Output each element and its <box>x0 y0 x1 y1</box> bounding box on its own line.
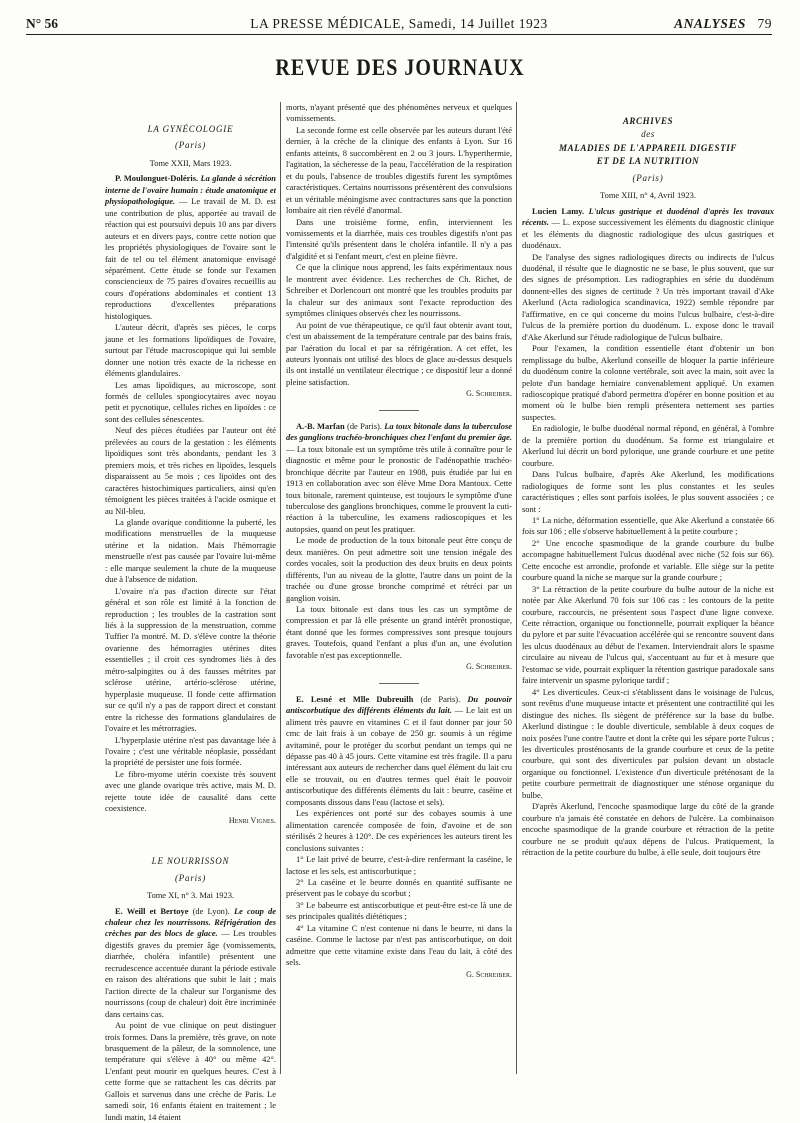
article-signature: G. Schreiber. <box>466 969 512 979</box>
paragraph: L'hyperplasie utérine n'est pas davantage liée à l'ovaire ; c'est une véritable néoplasie, possédant la propriété de persister une fois formée. <box>105 734 276 768</box>
paragraph: 2° Une encoche spasmodique de la grande courbure du bulbe accompagne habituellement l'ulcus duodénal avec niche (52 fois sur 66). Cette encoche est arrondie, profonde et variable. Elle siège sur la petite courbure quand la niche se marque sur la grande courbure ; <box>522 537 774 583</box>
paragraph: La seconde forme est celle observée par les auteurs durant l'été dernier, à la crèche de la clinique des enfants à Lyon. Sur 16 enfants atteints, 8 succombèrent en 2 ou 3 jours. L'hyperthermie, l'agitation, la sécheresse de la peau, l'accélération de la respiration et du pouls, l'absence de troubles digestifs furent les symptômes caractéristiques. Certains nourrissons présentèrent des convulsions et un véritable méningisme avec contractures sans que la ponction lombaire ait rien révélé d'anormal. <box>286 124 512 216</box>
paragraph: De l'analyse des signes radiologiques directs ou indirects de l'ulcus duodénal, il résulte que le diagnostic ne se base, le plus souvent, que sur des signes de présomption. Les radiographies en série du duodénum donnent-elles des signes de certitude ? Un très important travail d'Ake Akerlund (Acta radiologica scandinavica, 1922) semble répondre par l'affirmative, en ce qui concerne du moins l'ulcus bulbaire, c'est-à-dire l'ulcus de la première portion du duodénum. L. expose donc le travail d'Ake Akerlund sur l'étude radiologique de l'ulcus bulbaire. <box>522 251 774 342</box>
journal-issue: Tome XI, n° 3. Mai 1923. <box>146 890 235 901</box>
article-place: (de Lyon). <box>192 905 230 916</box>
masthead: LA PRESSE MÉDICALE, Samedi, 14 Juillet 1923 <box>250 16 548 31</box>
column-rule <box>280 102 281 1074</box>
paragraph: D'après Akerlund, l'encoche spasmodique large du côté de la grande courbure n'a jamais été constatée en dehors de l'ulcère. La combinaison encoche spasmodique de la grande courbure et rétraction de la petite courbure ne se produit qu'aux dépens de l'ulcus. Pratiquement, la rétraction de la petite courbure du bulbe, à elle seule, doit toujours être <box>522 801 774 858</box>
journal-name-line: des <box>641 129 655 140</box>
journal-city: (Paris) <box>174 140 207 151</box>
section-name: ANALYSES <box>674 16 746 31</box>
paragraph: En radiologie, le bulbe duodénal normal répond, en général, à l'ombre de la première portion du duodénum. Sa forme est triangulaire et Akerlund lui décrit un bord pylorique, une grande courbure et une petite courbure. <box>522 423 774 468</box>
paragraph: 4° Les diverticules. Ceux-ci s'établissent dans le voisinage de l'ulcus, sont revêtus d'une muqueuse intacte et présentent une contractilité qui les distingue des niches. Ils siègent de préférence sur la base du bulbe. Akerlund distingue : le double diverticule, semblable à deux coques de noix posées l'une contre l'autre et dont la crête qui les sépare porte l'ulcus ; les diverticules prosténosants de la grande courbure et ceux de la petite courbure, qui sont des diverticules par pulsion devant un obstacle organique ou fonctionnel. L'existence d'un diverticule préténosant de la petite courbure permettrait de diagnostiquer une sténose organique du bulbe. <box>522 686 774 800</box>
article-signature: G. Schreiber. <box>466 389 512 399</box>
paragraph: Le mode de production de la toux bitonale peut être conçu de deux manières. On peut admettre soit une tension inégale des cordes vocales, soit la production des deux bruits en deux points différents, l'un au niveau de la glotte, l'autre dans un point de la trachée ou d'une grosse bronche comprimé et rétréci par un ganglion voisin. <box>286 535 512 603</box>
article-title: La glande à sécrétion interne de l'ovaire humain : étude anatomique et physiopathologique. <box>105 173 276 207</box>
article-author: E. Lesné et Mlle Dubreuilh <box>296 693 414 704</box>
journal-issue: Tome XXII, Mars 1923. <box>149 157 232 168</box>
page-number: N° 56 <box>26 16 59 31</box>
article-signature: G. Schreiber. <box>466 662 512 672</box>
article-marfan <box>286 421 512 536</box>
paragraph: Dans une troisième forme, enfin, interviennent les vomissements et la diarrhée, mais ces troubles digestifs n'ont pas l'intensité qu'ils présentent dans le choléra infantile. Il n'y a pas d'algidité et si l'enfant meurt, c'est en pleine fièvre. <box>286 216 512 261</box>
paragraph: La toux bitonale est dans tous les cas un symptôme de compression et par là elle présente un grand intérêt pronostique, étant donné que les formes compressives sont presque toujours graves. Toutefois, quand l'enfant a plus d'un an, une évolution favorable n'est pas exceptionnelle. <box>286 604 512 660</box>
paragraph: 2° La caséine et le beurre donnés en quantité suffisante ne préservent pas le cobaye du scorbut ; <box>286 877 512 899</box>
article-text: — La toux bitonale est un symptôme très utile à connaître pour le diagnostic et même pour le pronostic de l'adénopathie trachéo-bronchique décrite par l'auteur en 1908, puis étudiée par lui en 1913 en collaboration avec son élève Mme Dora Mantoux. Cette toux bitonale, rarement quinteuse, est toujours le symptôme d'une tuberculose des ganglions bronchiques, comme le prouvent la cuti-réaction à la tuberculine, les examens radioscopiques et les autopsies, quand on peut les pratiquer. <box>286 443 512 534</box>
article-text: — Le travail de M. D. est une contribution de plus, apportée au travail de réaction qui est poursuivi depuis 10 ans par divers auteurs et en divers pays, contre cette notion que les propriétés physiologiques de l'ovaire sont le fait de tel ou tel élément anatomique envisagé séparément. Cette étude se fonde sur l'examen consciencieux de 75 paires d'ovaires recueillis au cours d'opérations abdominales et contient 13 reproductions d'excellentes préparations histologiques. <box>105 196 276 321</box>
article-lesne <box>286 694 512 809</box>
article-author: Lucien Lamy. <box>532 205 585 216</box>
paragraph: Les expériences ont porté sur des cobayes soumis à une alimentation carencée composée de foin, d'avoine et de son stérilisés 2 heures à 120°. De ces expériences les auteurs tirent les conclusions suivantes : <box>286 808 512 853</box>
journal-city: (Paris) <box>174 872 207 883</box>
journal-name-line: ARCHIVES <box>622 116 674 126</box>
journal-name: LE NOURRISSON <box>151 856 230 867</box>
article-place: (de Paris). <box>420 693 461 704</box>
article-author: A.-B. Marfan <box>296 420 345 431</box>
paragraph: Ce que la clinique nous apprend, les faits expérimentaux nous le montrent avec évidence. Les recherches de Ch. Richet, de Schreiber et Dorlencourt ont montré que les troubles produits par la chaleur sur des animaux sont l'exacte reproduction des symptômes cliniques observés chez les nourrissons. <box>286 262 512 319</box>
article-title: Le coup de chaleur chez les nourrissons. Réfrigération des crèches par des blocs de glace. <box>105 905 276 939</box>
column-rule <box>516 102 517 1074</box>
paragraph: Au point de vue thérapeutique, ce qu'il faut obtenir avant tout, c'est un abaissement de la température centrale par des bains frais, par l'aération du local et par sa réfrigération. A cet effet, les auteurs lyonnais ont utilisé des blocs de glace au-dessus desquels ils ont installé un ventilateur électrique ; ce dispositif leur a donné pleine satisfaction. <box>286 319 512 387</box>
paragraph: L'auteur décrit, d'après ses pièces, le corps jaune et les formations lipoïdiques de l'ovaire, surtout par l'étude macroscopique qui lui semble donner une notion très exacte de la richesse en éléments glandulaires. <box>105 322 276 379</box>
paragraph: 3° La rétraction de la petite courbure du bulbe autour de la niche est notée par Ake Akerlund 70 fois sur 106 cas : les contours de la petite courbure, raccourcis, ne présentent sous l'aspect d'une ligne convexe. Cette rétraction, organique ou fonctionnelle, pourrait expliquer la béance du pylore et par suite l'évacuation accélérée qui se rencontre souvent dans les ulcus duodénaux au début de l'examen. Interviendrait alors le spasme circulaire au niveau de l'ulcus qui, s'accentuant au fur et à mesure que l'estomac se vide, pourrait expliquer la rétention gastrique paradoxale sans faire intervenir un spasme pylorique tardif ; <box>522 583 774 686</box>
paragraph: Au point de vue clinique on peut distinguer trois formes. Dans la première, très grave, on note brusquement de la pâleur, de la somnolence, une température qui s'élève à 40° ou même 42°. L'enfant peut mourir en quelques heures. C'est à cette forme que se rattachent les cas décrits par Gallois et survenus dans une crèche de Paris. Le samedi soir, 16 enfants étaient en traitement ; le lundi matin, 14 étaient <box>105 1020 276 1122</box>
article-place: (de Paris). <box>347 420 382 431</box>
paragraph: morts, n'ayant présenté que des phénomènes nerveux et quelques vomissements. <box>286 102 512 124</box>
article-title: La toux bitonale dans la tuberculose des ganglions trachéo-bronchiques chez l'enfant du premier âge. <box>286 420 513 443</box>
column-2 <box>286 102 512 1074</box>
page-title: REVUE DES JOURNAUX <box>275 55 525 81</box>
section-title <box>674 16 772 32</box>
column-1 <box>105 124 276 1122</box>
article-author: P. Moulonguet-Doléris. <box>115 173 199 184</box>
page-header <box>26 14 772 35</box>
paragraph: L'ovaire n'a pas d'action directe sur l'état général et son rôle est limité à la fonction de reproduction ; les troubles de la castration sont liés à la suppression de la menstruation, comme Tuffier l'a montré. M. D. s'élève contre la théorie ovarienne des hémorragies utérines dites essentielles ; il croit ces syndromes liés à des métro-salpingites ou à des fausses métrites par sclérose utérine, artério-sclérose utérine, hyperplasie muqueuse. Il fonde cette affirmation sur ce qu'il n'y a pas de rapport direct et constant entre la richesse des formations glandulaires de l'ovaire et les métrorragies. <box>105 585 276 734</box>
paragraph: La glande ovarique conditionne la puberté, les modifications menstruelles de la muqueuse utérine et la nidation. Mais l'hémorragie menstruelle n'est pas causée par l'ovaire lui-même : elle marque seulement la chute de la muqueuse due à l'absence de nidation. <box>105 516 276 585</box>
article-title: Du pouvoir antiscorbutique des différents éléments du lait. <box>286 693 513 716</box>
journal-name-line: MALADIES DE L'APPAREIL DIGESTIF <box>559 142 737 153</box>
paragraph: Les amas lipoïdiques, au microscope, sont formés de cellules spongiocytaires avec noyau petit et pycnotique, cellules riches en lipoïdes : ce sont des cellules sénescentes. <box>105 379 276 424</box>
article-text: — Le lait est un aliment très pauvre en vitamines C et il faut donner par jour 50 cmc de lait frais à un cobaye de 250 gr. soumis à un régime avitaminé, pour le protéger du scorbut pendant un temps qui ne dépasse pas 40 à 45 jours. Cette vitamine est très fragile. Il a paru intéressant aux auteurs de rechercher dans quel élément du lait cru elle se trouvait, ou en d'autres termes quel était le pouvoir antiscorbutique des différents éléments du lait : beurre, caséine et composants dissous dans l'eau (lactose et sels). <box>286 705 512 807</box>
journal-name-line: ET DE LA NUTRITION <box>596 156 700 167</box>
journal-city: (Paris) <box>632 172 664 183</box>
folio: 79 <box>757 16 772 31</box>
paragraph: Pour l'examen, la condition essentielle étant d'obtenir un bon remplissage du bulbe, Akerlund conseille de bloquer la partie inférieure du duodénum contre la colonne vertébrale, soit avec la main, soit avec la pelote d'un bandage herniaire convenablement appliqué. Un examen radioscopique pratiqué d'abord permettra d'opérer en bonne position et au moment où le bulbe bien rempli présentera nettement ses parties suspectes. <box>522 343 774 422</box>
article-author: E. Weill et Bertoye <box>115 905 189 916</box>
article-separator <box>379 683 419 684</box>
journal-issue: Tome XIII, n° 4, Avril 1923. <box>600 190 696 201</box>
paragraph: 1° La niche, déformation essentielle, que Ake Akerlund a constatée 66 fois sur 106 ; elle s'observe habituellement à la petite courbure ; <box>522 514 774 537</box>
article-separator <box>379 410 419 411</box>
article-text: — Les troubles digestifs graves du premier âge (vomissements, diarrhée, choléra infantile) présentent une recrudescence accentuée durant la période estivale en raison des altérations que subit le lait ; mais l'action directe de la chaleur sur l'organisme des nourrissons (coup de chaleur) doit être incriminée dans certains cas. <box>105 928 276 1019</box>
article-gyneco <box>105 173 276 322</box>
paragraph: Dans l'ulcus bulbaire, d'après Ake Akerlund, les modifications radiologiques de forme sont les plus constantes et les seules caractéristiques ; elles sont parfois isolées, le plus souvent associées ; ce sont : <box>522 469 774 514</box>
article-signature: Henri Vignes. <box>228 815 276 825</box>
paragraph: Le fibro-myome utérin coexiste très souvent avec une glande ovarique très active, mais M. D. rejette toute idée de causalité dans cette coexistence. <box>105 768 276 814</box>
paragraph: 3° Le babeurre est antiscorbutique et peut-être est-ce là une de ses principales qualités diététiques ; <box>286 899 512 922</box>
paragraph: 1° Le lait privé de beurre, c'est-à-dire renfermant la caséine, le lactose et les sels, est antiscorbutique ; <box>286 854 512 876</box>
article-nourrisson <box>105 906 276 1021</box>
paragraph: 4° La vitamine C n'est contenue ni dans le beurre, ni dans la caséine. Comme le lactose par n'est pas antiscorbutique, on doit admettre que cette vitamine existe dans l'eau du lait, à côté des sels. <box>286 922 512 968</box>
article-lamy <box>522 206 774 252</box>
article-text: — L. expose successivement les éléments du diagnostic clinique et les éléments du diagnostic radiologique des ulcus gastriques et duodénaux. <box>522 217 774 251</box>
paragraph: Neuf des pièces étudiées par l'auteur ont été prélevées au cours de la gestation : les éléments lipoïdiques sont très abondants, pendant les 3 premiers mois, et très riches en lipoïdes, lesquels disparaissent au 5e mois ; ces lipoïdes ont des caractères histochimiques particuliers, ainsi qu'en témoignent les pièces traitées à l'acide osmique et au Nil-bleu. <box>105 425 276 516</box>
article-title: L'ulcus gastrique et duodénal d'après les travaux récents. <box>522 205 774 228</box>
journal-name: LA GYNÉCOLOGIE <box>147 124 234 134</box>
column-3 <box>522 116 774 1074</box>
